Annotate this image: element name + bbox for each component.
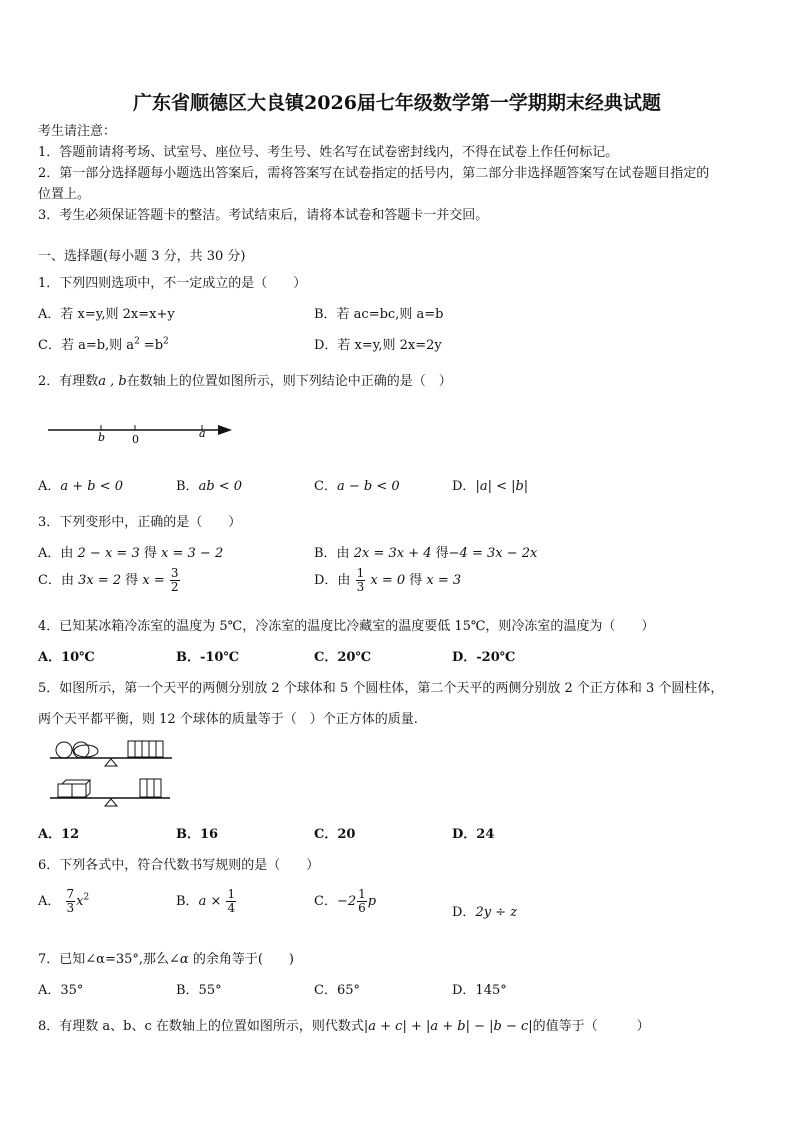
q7-option-d: D．145° (452, 983, 507, 998)
q4-option-c: C．20℃ (314, 650, 372, 665)
axis-label-b: b (98, 431, 106, 444)
q8-stem: 8．有理数 a、b、c 在数轴上的位置如图所示，则代数式|a + c| + |a + b| − |b − c|的值等于（ ） (38, 1019, 650, 1034)
q4-option-d: D．-20℃ (452, 650, 516, 665)
q1-option-d: D．若 x=y,则 2x=2y (314, 338, 442, 353)
q2-number-line (46, 418, 236, 448)
q7-option-b: B．55° (176, 983, 222, 998)
q3-option-b: B．由 2x = 3x + 4 得−4 = 3x − 2x (314, 546, 538, 561)
axis-label-a: a (199, 427, 206, 440)
q6-option-a: A． $\frac{7}{3}$ $x^2$ (38, 887, 90, 915)
q3-stem: 3．下列变形中，正确的是（ ） (38, 515, 242, 530)
q5-option-c: C．20 (314, 827, 356, 842)
q4-option-b: B．-10℃ (176, 650, 240, 665)
balance-scale-1 (48, 733, 178, 769)
q3-option-c: C．由 3x = 2 得 x = $\frac{3}{2}$ (38, 566, 179, 594)
balance-scale-2 (48, 772, 178, 810)
q2-option-b: B．ab < 0 (176, 479, 243, 494)
q6-option-b: B．a × $\frac{1}{4}$ (176, 887, 236, 915)
section-heading: 一、选择题(每小题 3 分，共 30 分) (38, 249, 246, 264)
q5-option-d: D．24 (452, 827, 495, 842)
notice-heading: 考生请注意： (38, 124, 117, 139)
q2-option-a: A．a + b < 0 (38, 479, 124, 494)
q5-stem-line-2: 两个天平都平衡，则 12 个球体的质量等于（ ）个正方体的质量. (38, 712, 418, 727)
axis-label-zero: 0 (132, 433, 139, 446)
q7-option-a: A．35° (38, 983, 84, 998)
q2-stem: 2．有理数a , b在数轴上的位置如图所示，则下列结论中正确的是（ ） (38, 374, 452, 389)
q1-option-a: A．若 x=y,则 2x=x+y (38, 307, 175, 322)
q3-option-a: A．由 2 − x = 3 得 x = 3 − 2 (38, 546, 224, 561)
q5-stem-line-1: 5．如图所示，第一个天平的两侧分别放 2 个球体和 5 个圆柱体，第二个天平的两侧分别放 2 个正方体和 3 个圆柱体， (38, 681, 724, 696)
q6-option-d: D．2y ÷ z (452, 905, 518, 920)
q7-option-c: C．65° (314, 983, 360, 998)
q5-option-b: B．16 (176, 827, 219, 842)
q6-option-c: C．−2 $\frac{1}{6}$ p (314, 887, 377, 915)
q6-stem: 6．下列各式中，符合代数书写规则的是（ ） (38, 858, 320, 873)
notice-line-1: 1．答题前请将考场、试室号、座位号、考生号、姓名写在试卷密封线内，不得在试卷上作任何标记。 (38, 145, 619, 160)
q5-option-a: A．12 (38, 827, 80, 842)
notice-line-3: 位置上。 (38, 187, 91, 202)
q4-option-a: A．10℃ (38, 650, 95, 665)
q1-option-c: C．若 a=b,则 $a^2 =b^2$ (38, 336, 169, 353)
q4-stem: 4．已知某冰箱冷冻室的温度为 5℃，冷冻室的温度比冷藏室的温度要低 15℃，则冷冻室的温度为（ ） (38, 619, 655, 634)
notice-line-2: 2．第一部分选择题每小题选出答案后，需将答案写在试卷指定的括号内，第二部分非选择题答案写在试卷题目指定的 (38, 166, 710, 181)
page-title: 广东省顺德区大良镇2026届七年级数学第一学期期末经典试题 (133, 92, 661, 114)
q3-option-d: D．由 $\frac{1}{3}$ x = 0 得 x = 3 (314, 566, 462, 594)
q7-stem: 7．已知∠α=35°,那么∠α 的余角等于( ) (38, 952, 294, 967)
q2-option-d: D．|a| < |b| (452, 479, 529, 494)
q1-option-b: B．若 ac=bc,则 a=b (314, 307, 444, 322)
q2-option-c: C．a − b < 0 (314, 479, 400, 494)
q1-stem: 1．下列四则选项中，不一定成立的是（ ） (38, 276, 307, 291)
notice-line-4: 3．考生必须保证答题卡的整洁。考试结束后，请将本试卷和答题卡一并交回。 (38, 208, 489, 223)
q8-expression: |a + c| + |a + b| − |b − c| (363, 1019, 533, 1034)
